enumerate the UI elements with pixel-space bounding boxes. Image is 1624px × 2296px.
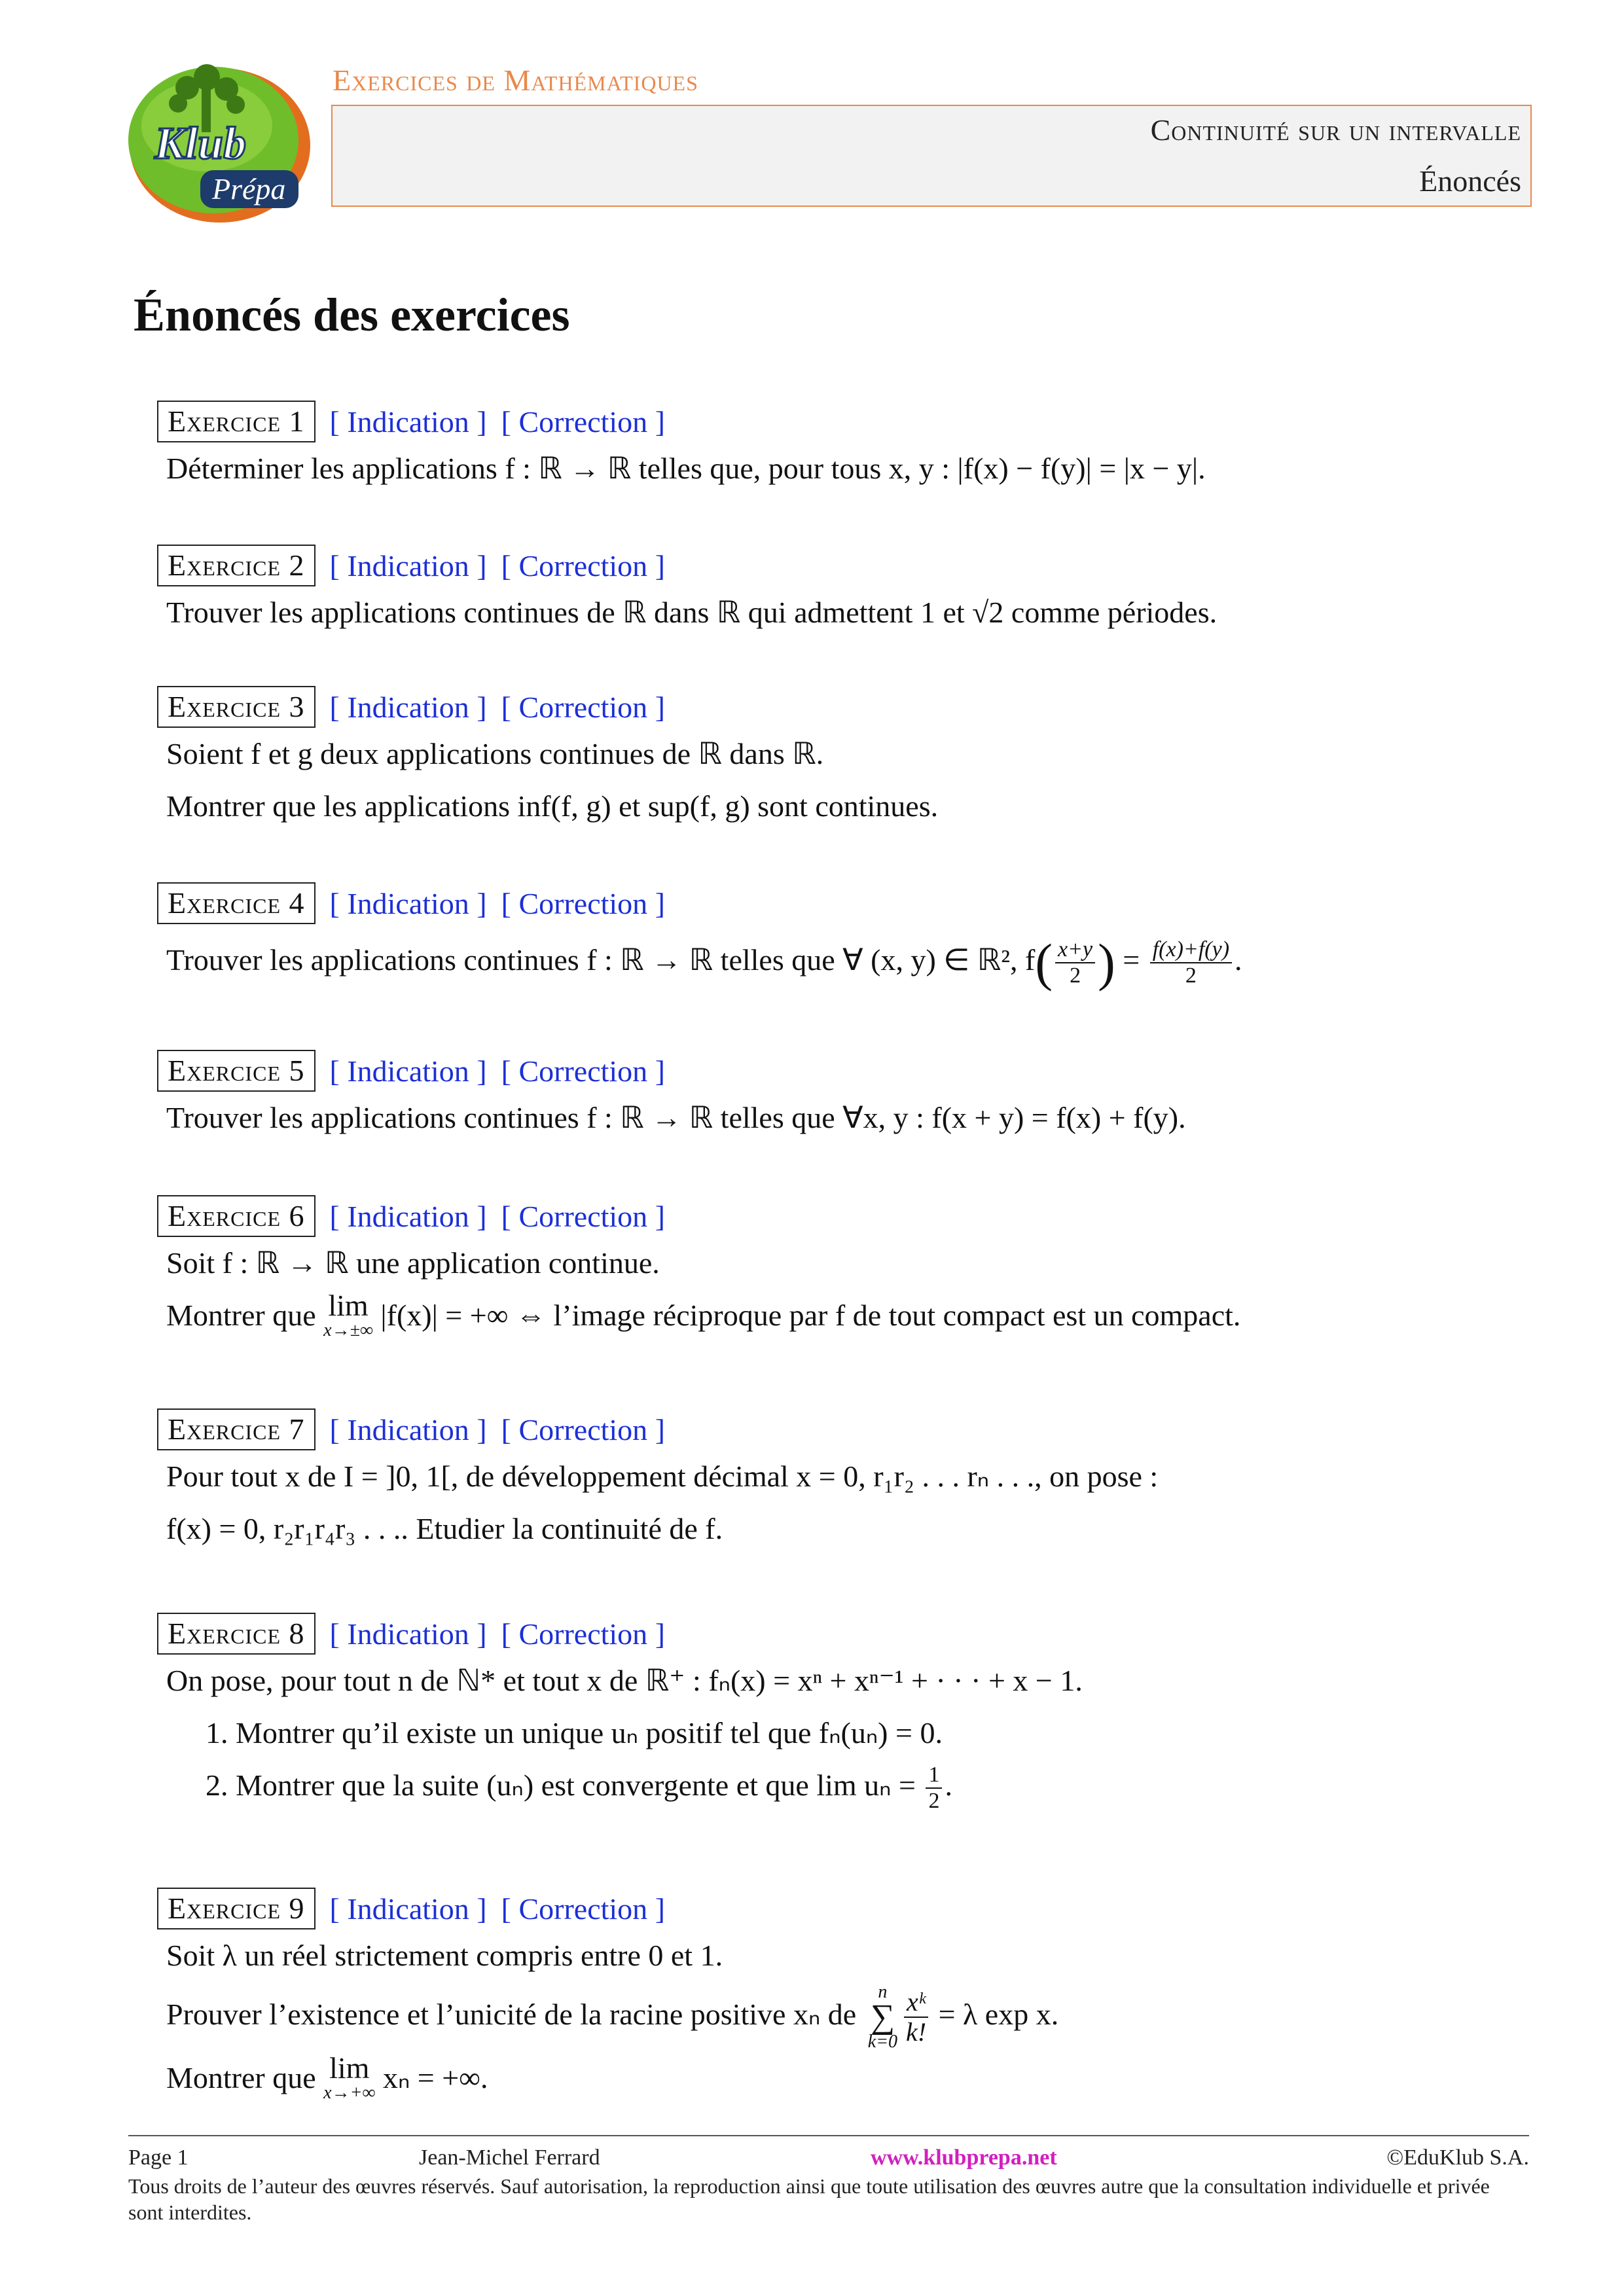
exercise-text: Trouver les applications continues f : ℝ → ℝ telles que ∀x, y : f(x + y) = f(x) + f(y). (166, 1101, 1186, 1134)
fraction: $\frac{f(x)+f(y)}{2}$ (1150, 937, 1232, 988)
indication-link[interactable]: [ Indication ] (329, 690, 487, 724)
correction-link[interactable]: [ Correction ] (501, 690, 665, 724)
correction-link[interactable]: [ Correction ] (501, 1412, 665, 1446)
footer-copyright: ©EduKlub S.A. (1386, 2145, 1529, 2170)
correction-link[interactable]: [ Correction ] (501, 1617, 665, 1651)
header-kicker: Exercices de Mathématiques (333, 63, 698, 97)
exercise-9 (157, 1888, 1532, 2104)
indication-link[interactable]: [ Indication ] (329, 1412, 487, 1446)
exercise-6 (157, 1195, 1532, 1342)
exercise-text: Soit λ un réel strictement compris entre 0 et 1. (166, 1939, 723, 1972)
correction-link[interactable]: [ Correction ] (501, 1199, 665, 1233)
correction-link[interactable]: [ Correction ] (501, 404, 665, 439)
exercise-text: Montrer que lim x→±∞ |f(x)| = +∞ ⇔ l’image réciproque par f de tout compact est un compact. (166, 1289, 1241, 1340)
indication-link[interactable]: [ Indication ] (329, 1892, 487, 1926)
footer-divider (128, 2135, 1529, 2136)
exercise-text: Trouver les applications continues de ℝ dans ℝ qui admettent 1 et √2 comme périodes. (166, 596, 1218, 629)
exercise-2 (157, 545, 1532, 639)
fraction: $\frac{x+y}{2}$ (1055, 937, 1095, 988)
footer-url-link[interactable]: www.klubprepa.net (871, 2145, 1057, 2170)
exercise-8 (157, 1613, 1532, 1814)
exercise-text: Prouver l’existence et l’unicité de la racine positive xₙ de n ∑ k=0 $\frac{\text{xᵏ}}{k!}$ = λ exp x. (166, 1982, 1059, 2053)
exercise-text: Soient f et g deux applications continues de ℝ dans ℝ. (166, 737, 824, 770)
exercise-label: Exercice 3 (157, 686, 316, 728)
exercise-text-prefix: Trouver les applications continues f : ℝ → ℝ telles que ∀ (x, y) ∈ ℝ², f (166, 943, 1036, 977)
list-item: 2. Montrer que la suite (uₙ) est convergente et que lim uₙ = $\frac{1}{2}$ . (206, 1763, 952, 1814)
logo-klub-text: Klub (154, 118, 247, 169)
exercise-text: On pose, pour tout n de ℕ* et tout x de ℝ⁺ : fₙ(x) = xⁿ + xⁿ⁻¹ + · · · + x − 1. (166, 1664, 1083, 1697)
indication-link[interactable]: [ Indication ] (329, 886, 487, 920)
footer-page: Page 1 (128, 2145, 189, 2170)
summation: n ∑ k=0 (867, 1982, 898, 2053)
klub-prepa-logo (115, 60, 316, 225)
correction-link[interactable]: [ Correction ] (501, 548, 665, 583)
page-title: Énoncés des exercices (134, 289, 570, 341)
exercise-label: Exercice 7 (157, 1408, 316, 1450)
correction-link[interactable]: [ Correction ] (501, 1892, 665, 1926)
exercise-label: Exercice 4 (157, 882, 316, 924)
header-box (331, 105, 1532, 207)
list-item: 1. Montrer qu’il existe un unique uₙ positif tel que fₙ(uₙ) = 0. (206, 1716, 943, 1749)
footer-author: Jean-Michel Ferrard (419, 2145, 600, 2170)
header-section: Énoncés (1419, 164, 1521, 198)
indication-link[interactable]: [ Indication ] (329, 1054, 487, 1088)
logo-prepa-text: Prépa (212, 172, 286, 206)
indication-link[interactable]: [ Indication ] (329, 548, 487, 583)
fraction: $\frac{\text{xᵏ}}{k!}$ (904, 1988, 928, 2047)
footer-legal-notice: Tous droits de l’auteur des œuvres réservés. Sauf autorisation, la reproduction ainsi que toute utilisation des œuvres autre que la consultation individuelle et privée sont interdites. (128, 2174, 1490, 2224)
indication-link[interactable]: [ Indication ] (329, 1617, 487, 1651)
exercise-label: Exercice 5 (157, 1050, 316, 1092)
exercise-text: Soit f : ℝ → ℝ une application continue. (166, 1246, 660, 1280)
exercise-text: Montrer que lim x→+∞ xₙ = +∞. (166, 2051, 488, 2104)
exercise-4 (157, 882, 1532, 996)
exercise-text: Montrer que les applications inf(f, g) et sup(f, g) sont continues. (166, 789, 939, 823)
exercise-label: Exercice 9 (157, 1888, 316, 1929)
correction-link[interactable]: [ Correction ] (501, 1054, 665, 1088)
indication-link[interactable]: [ Indication ] (329, 1199, 487, 1233)
exercise-text: Pour tout x de I = ]0, 1[, de développement décimal x = 0, r₁r₂ . . . rₙ . . ., on pose : (166, 1460, 1159, 1493)
exercise-text: Déterminer les applications f : ℝ → ℝ telles que, pour tous x, y : |f(x) − f(y)| = |x − y|. (166, 452, 1206, 485)
exercise-label: Exercice 8 (157, 1613, 316, 1655)
exercise-label: Exercice 1 (157, 401, 316, 442)
limit: lim x→±∞ (323, 1289, 373, 1340)
exercise-5 (157, 1050, 1532, 1144)
exercise-1 (157, 401, 1532, 495)
exercise-text: f(x) = 0, r₂r₁r₄r₃ . . .. Etudier la continuité de f. (166, 1512, 723, 1545)
header-topic: Continuité sur un intervalle (1150, 113, 1521, 147)
correction-link[interactable]: [ Correction ] (501, 886, 665, 920)
exercise-3 (157, 686, 1532, 833)
limit: lim x→+∞ (323, 2051, 376, 2104)
exercise-7 (157, 1408, 1532, 1555)
equals-sign: = (1123, 943, 1140, 977)
exercise-text: Trouver les applications continues f : ℝ → ℝ telles que ∀ (x, y) ∈ ℝ², f( $\frac{x+y}{2}$ ) = $\frac{f(x)+f(y)}{2}$ . (166, 934, 1242, 992)
exercise-label: Exercice 2 (157, 545, 316, 586)
fraction: $\frac{1}{2}$ (926, 1763, 942, 1814)
indication-link[interactable]: [ Indication ] (329, 404, 487, 439)
exercise-label: Exercice 6 (157, 1195, 316, 1237)
